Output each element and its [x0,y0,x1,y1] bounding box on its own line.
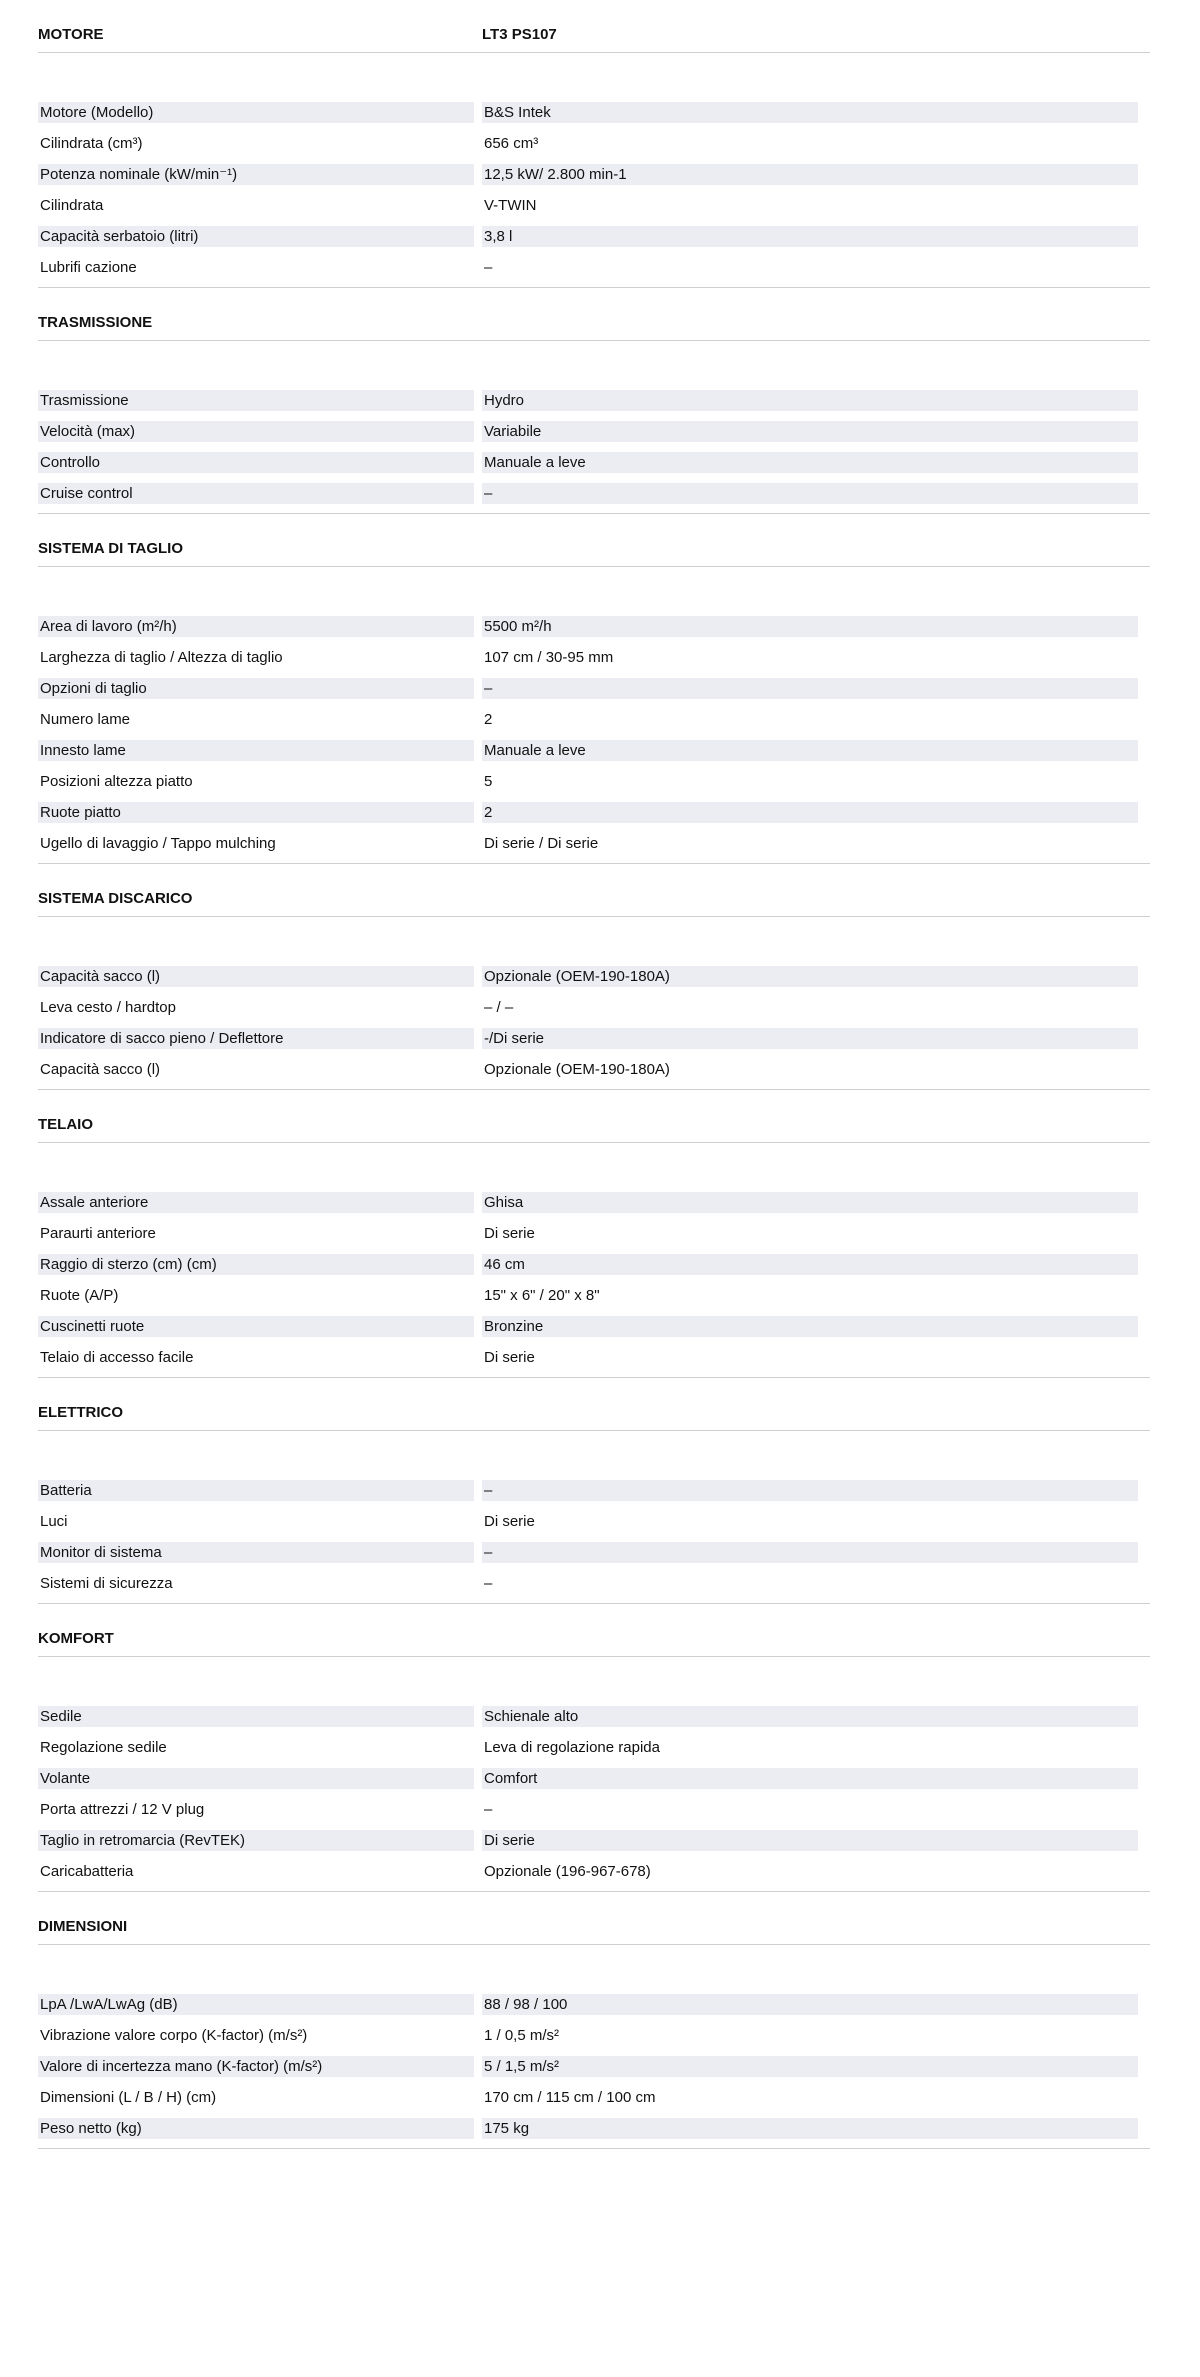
section-title: SISTEMA DISCARICO [38,889,193,907]
spec-section [38,1090,1150,1378]
spec-value: – [484,1801,493,1818]
spec-label: Peso netto (kg) [38,2118,474,2139]
section-header [38,514,1150,567]
spec-label: Velocità (max) [38,421,474,442]
spec-table [38,1475,1150,1604]
spec-section [38,1892,1150,2149]
spec-value: Manuale a leve [482,452,1138,473]
spec-row [38,447,1150,478]
section-header [38,1892,1150,1945]
section-title: DIMENSIONI [38,1917,128,1935]
spec-value: – [482,483,1138,504]
spec-label: Trasmissione [38,390,474,411]
spec-row [38,1023,1150,1054]
spec-section [38,514,1150,864]
spec-row [38,1187,1150,1218]
spec-value: 656 cm³ [484,135,539,152]
section-title: TRASMISSIONE [38,313,153,331]
spec-label: Sedile [38,1706,474,1727]
spec-table [38,611,1150,864]
spec-label: Ruote piatto [38,802,474,823]
spec-row [38,673,1150,704]
section-spacer [38,53,1150,97]
spec-row [38,1342,1150,1373]
spec-row [38,1249,1150,1280]
spec-value: 3,8 l [482,226,1138,247]
spec-row [38,2113,1150,2144]
spec-label: Capacità serbatoio (litri) [38,226,474,247]
spec-label: Opzioni di taglio [38,678,474,699]
spec-section [38,1378,1150,1604]
section-spacer [38,341,1150,385]
spec-label: Assale anteriore [38,1192,474,1213]
spec-row [38,766,1150,797]
spec-label: Raggio di sterzo (cm) (cm) [38,1254,474,1275]
spec-value: 2 [482,802,1138,823]
spec-row [38,159,1150,190]
spec-row [38,1856,1150,1887]
spec-value: Di serie [484,1225,535,1242]
spec-label: Monitor di sistema [38,1542,474,1563]
spec-value: Ghisa [482,1192,1138,1213]
spec-value: – [482,1480,1138,1501]
spec-label: Dimensioni (L / B / H) (cm) [40,2089,217,2106]
spec-row [38,252,1150,283]
spec-section [38,0,1150,288]
spec-section [38,1604,1150,1892]
spec-label: Cilindrata (cm³) [40,135,143,152]
spec-row [38,1989,1150,2020]
spec-row [38,2051,1150,2082]
spec-label: Posizioni altezza piatto [40,773,193,790]
spec-label: Paraurti anteriore [40,1225,156,1242]
spec-value: Opzionale (OEM-190-180A) [482,966,1138,987]
section-spacer [38,1143,1150,1187]
spec-label: Controllo [38,452,474,473]
spec-row [38,1506,1150,1537]
spec-label: Capacità sacco (l) [38,966,474,987]
spec-value: – [482,678,1138,699]
spec-value: Hydro [482,390,1138,411]
spec-section [38,864,1150,1090]
spec-value: Manuale a leve [482,740,1138,761]
spec-value: Variabile [482,421,1138,442]
spec-table [38,1187,1150,1378]
spec-label: Indicatore di sacco pieno / Deflettore [38,1028,474,1049]
spec-label: Ruote (A/P) [40,1287,119,1304]
spec-label: Caricabatteria [40,1863,134,1880]
spec-row [38,1218,1150,1249]
spec-label: Numero lame [40,711,131,728]
spec-row [38,2020,1150,2051]
spec-value: 2 [484,711,493,728]
spec-value: – [482,1542,1138,1563]
spec-label: Volante [38,1768,474,1789]
spec-row [38,128,1150,159]
spec-row [38,611,1150,642]
spec-value: 107 cm / 30-95 mm [484,649,614,666]
section-header [38,1090,1150,1143]
section-spacer [38,917,1150,961]
spec-value: 175 kg [482,2118,1138,2139]
spec-value: 88 / 98 / 100 [482,1994,1138,2015]
spec-value: Bronzine [482,1316,1138,1337]
spec-value: 170 cm / 115 cm / 100 cm [484,2089,656,2106]
spec-row [38,961,1150,992]
section-spacer [38,567,1150,611]
spec-table [38,961,1150,1090]
spec-value: Opzionale (196-967-678) [484,1863,651,1880]
spec-label: Leva cesto / hardtop [40,999,176,1016]
spec-label: Telaio di accesso facile [40,1349,194,1366]
spec-label: Capacità sacco (l) [40,1061,161,1078]
spec-label: Area di lavoro (m²/h) [38,616,474,637]
spec-value: – [484,259,493,276]
spec-value: 5500 m²/h [482,616,1138,637]
spec-row [38,385,1150,416]
spec-label: Vibrazione valore corpo (K-factor) (m/s²) [40,2027,308,2044]
spec-value: Schienale alto [482,1706,1138,1727]
spec-value: V-TWIN [484,197,537,214]
section-spacer [38,1945,1150,1989]
spec-table [38,385,1150,514]
spec-row [38,1701,1150,1732]
spec-row [38,1537,1150,1568]
spec-value: Di serie [484,1513,535,1530]
spec-value: Di serie / Di serie [484,835,599,852]
section-title-value: LT3 PS107 [482,25,557,43]
spec-label: Innesto lame [38,740,474,761]
spec-label: Luci [40,1513,68,1530]
spec-value: Leva di regolazione rapida [484,1739,660,1756]
spec-row [38,642,1150,673]
spec-table [38,1701,1150,1892]
spec-label: Motore (Modello) [38,102,474,123]
spec-table [38,97,1150,288]
spec-value: -/Di serie [482,1028,1138,1049]
section-header [38,864,1150,917]
spec-label: Cuscinetti ruote [38,1316,474,1337]
spec-label: Lubrifi cazione [40,259,137,276]
section-spacer [38,1431,1150,1475]
spec-label: LpA /LwA/LwAg (dB) [38,1994,474,2015]
spec-value: 12,5 kW/ 2.800 min-1 [482,164,1138,185]
spec-value: Opzionale (OEM-190-180A) [484,1061,670,1078]
section-header [38,288,1150,341]
section-spacer [38,1657,1150,1701]
section-title: SISTEMA DI TAGLIO [38,539,183,557]
spec-value: Comfort [482,1768,1138,1789]
spec-row [38,1054,1150,1085]
section-title: KOMFORT [38,1629,114,1647]
spec-table [38,1989,1150,2149]
spec-section [38,288,1150,514]
spec-row [38,1280,1150,1311]
spec-value: – [484,1575,493,1592]
spec-row [38,1568,1150,1599]
spec-row [38,1311,1150,1342]
spec-value: B&S Intek [482,102,1138,123]
spec-row [38,735,1150,766]
spec-row [38,704,1150,735]
spec-row [38,1475,1150,1506]
section-header [38,1378,1150,1431]
spec-value: 5 [484,773,493,790]
spec-label: Ugello di lavaggio / Tappo mulching [40,835,276,852]
spec-label: Valore di incertezza mano (K-factor) (m/s²) [38,2056,474,2077]
spec-row [38,416,1150,447]
spec-row [38,190,1150,221]
spec-row [38,2082,1150,2113]
spec-value: – / – [484,999,514,1016]
spec-label: Potenza nominale (kW/min⁻¹) [38,164,474,185]
section-title: TELAIO [38,1115,93,1133]
spec-label: Cilindrata [40,197,104,214]
spec-row [38,828,1150,859]
spec-value: 15" x 6" / 20" x 8" [484,1287,600,1304]
spec-label: Porta attrezzi / 12 V plug [40,1801,205,1818]
section-header [38,0,1150,53]
spec-row [38,1732,1150,1763]
spec-value: 46 cm [482,1254,1138,1275]
spec-row [38,797,1150,828]
spec-value: 1 / 0,5 m/s² [484,2027,560,2044]
spec-label: Cruise control [38,483,474,504]
spec-sheet [38,0,1150,2149]
spec-row [38,221,1150,252]
spec-value: Di serie [482,1830,1138,1851]
spec-row [38,1794,1150,1825]
spec-row [38,992,1150,1023]
spec-label: Sistemi di sicurezza [40,1575,173,1592]
spec-value: 5 / 1,5 m/s² [482,2056,1138,2077]
spec-label: Batteria [38,1480,474,1501]
section-header [38,1604,1150,1657]
section-title: ELETTRICO [38,1403,123,1421]
spec-row [38,1825,1150,1856]
spec-label: Larghezza di taglio / Altezza di taglio [40,649,283,666]
spec-row [38,1763,1150,1794]
spec-label: Regolazione sedile [40,1739,167,1756]
spec-label: Taglio in retromarcia (RevTEK) [38,1830,474,1851]
section-title: MOTORE [38,25,104,43]
spec-value: Di serie [484,1349,535,1366]
spec-row [38,97,1150,128]
spec-row [38,478,1150,509]
